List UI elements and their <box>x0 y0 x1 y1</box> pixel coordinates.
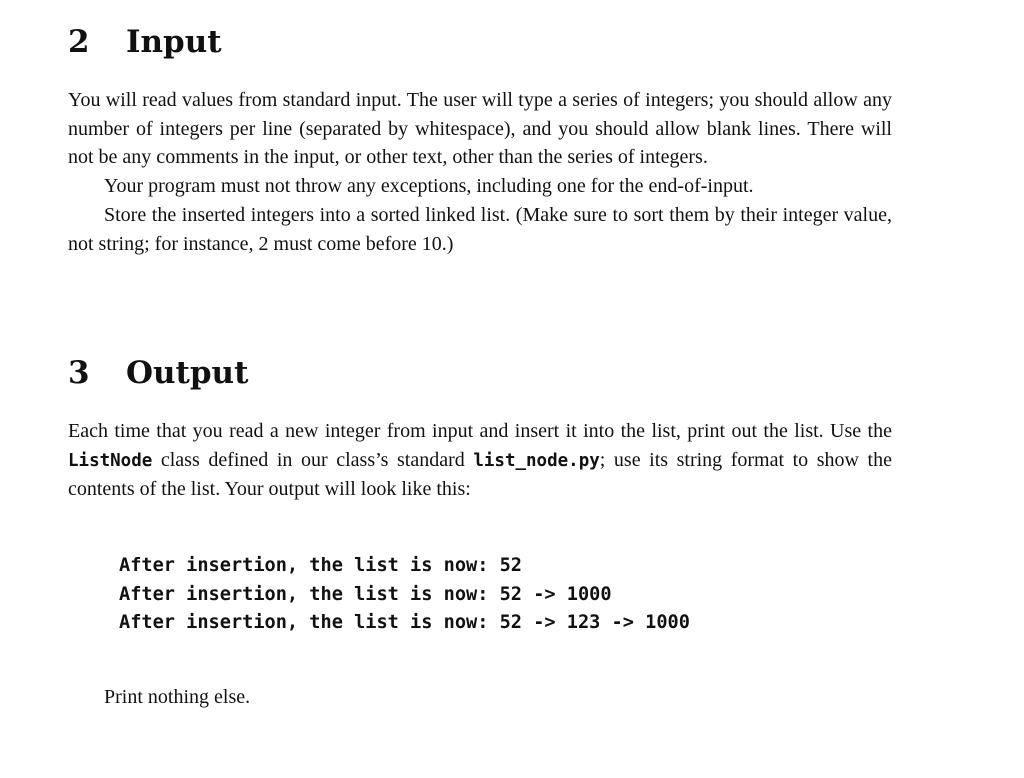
text-run: Each time that you read a new integer from input and insert it into the list, print out the list. Use the <box>68 420 892 442</box>
input-section-body <box>68 86 892 258</box>
closing-sentence: Print nothing else. <box>104 686 251 708</box>
paragraph: You will read values from standard input. The user will type a series of integers; you should allow any number of integers per line (separated by whitespace), and you should allow blank lines. There will not be any comments in the input, or other text, other than the series of integers. <box>68 89 892 169</box>
text-run: class defined in our class’s standard <box>152 448 474 471</box>
section-number: 3 <box>68 355 90 391</box>
inline-code-filename: list_node.py <box>473 450 600 471</box>
section-title: Input <box>126 24 222 60</box>
section-number: 2 <box>68 24 90 60</box>
document-page <box>68 0 892 778</box>
section-title: Output <box>126 355 249 391</box>
inline-code-listnode: ListNode <box>68 450 153 471</box>
code-line: After insertion, the list is now: 52 -> 1000 <box>119 583 612 605</box>
section-heading-input <box>68 24 222 60</box>
example-output-block <box>119 552 690 638</box>
paragraph: Your program must not throw any exceptions, including one for the end-of-input. <box>104 175 754 198</box>
paragraph: Store the inserted integers into a sorted linked list. (Make sure to sort them by their integer value, not string; for instance, 2 must come before 10.) <box>68 203 892 255</box>
section-heading-output <box>68 355 249 391</box>
paragraph <box>68 417 892 504</box>
output-section-body <box>68 417 892 504</box>
code-line: After insertion, the list is now: 52 <box>119 555 522 576</box>
code-line: After insertion, the list is now: 52 -> 123 -> 1000 <box>119 612 690 634</box>
text-run: ; use its string format to show the contents of the list. Your output will look like this: <box>68 448 892 501</box>
